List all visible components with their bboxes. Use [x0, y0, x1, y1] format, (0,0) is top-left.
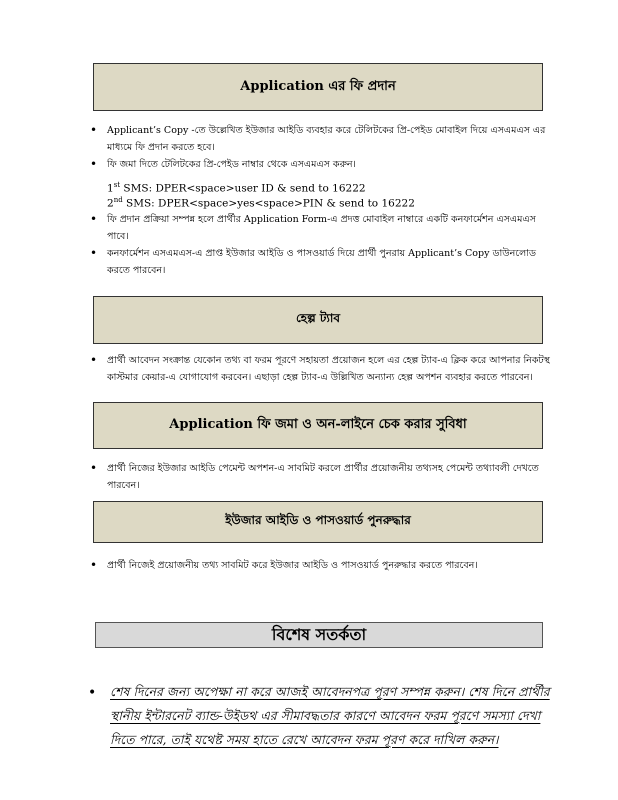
sms-step-2-number: 2 — [107, 197, 114, 210]
download-copy-text: কনফার্মেশন এসএমএস-এ প্রাপ্ত ইউজার আইডি ও পাসওয়ার্ড দিয়ে প্রার্থী পুনরায় Applicant’s Copy ডাউনলোড করতে পারবেন। — [107, 248, 536, 276]
section-heading-help-tab: হেল্প ট্যাব — [93, 296, 543, 344]
password-recovery-text: প্রার্থী নিজেই প্রয়োজনীয় তথ্য সাবমিট করে ইউজার আইডি ও পাসওয়ার্ড পুনরুদ্ধার করতে পারবেন। — [107, 560, 478, 571]
section-heading-special-warning: বিশেষ সতর্কতা — [95, 622, 543, 648]
bullet-marker: • — [90, 246, 98, 260]
bullet-marker: • — [90, 123, 98, 137]
sms-step-1-number: 1 — [107, 182, 114, 195]
sms-step-2-text: SMS: DPER<space>yes<space>PIN & send to 16222 — [122, 197, 415, 210]
sms-step-2-suffix: nd — [113, 196, 123, 204]
section-heading-application-fee: Application এর ফি প্রদান — [93, 63, 543, 111]
fee-instruction-text: Applicant’s Copy -তে উল্লেখিত ইউজার আইডি ব্যবহার করে টেলিটকের প্রি-পেইড মোবাইল দিয়ে এসএমএস এর মাধ্যমে ফি প্রদান করতে হবে। — [107, 125, 546, 153]
bullet-marker: • — [90, 353, 98, 367]
bullet-marker: • — [88, 685, 97, 701]
bullet-marker: • — [90, 558, 98, 572]
section-heading-fee-check: Application ফি জমা ও অন-লাইনে চেক করার সুবিধা — [93, 402, 543, 449]
payment-check-text: প্রার্থী নিজের ইউজার আইডি পেমেন্ট অপশন-এ সাবমিট করলে প্রার্থীর প্রয়োজনীয় তথ্যসহ পেমেন্ট তথ্যাবলী দেখতে পারবেন। — [107, 463, 539, 491]
sms-step-2 — [107, 193, 557, 212]
bullet-marker: • — [90, 212, 98, 226]
help-tab-text: প্রার্থী আবেদন সংক্রান্ত যেকোন তথ্য বা ফরম পূরণে সহায়তা প্রয়োজন হলে এর হেল্প ট্যাব-এ ক্লিক করে আপনার নিকটস্থ কাস্টমার কেয়ার-এ যোগাযোগ করবেন। এছাড়া হেল্প ট্যাব-এ উল্লিখিত অন্যান্য হেল্প অপশন ব্যবহার করতে পারবেন। — [107, 355, 550, 383]
sms-step-1-suffix: st — [113, 181, 121, 189]
bullet-marker: • — [90, 461, 98, 475]
sms-instruction-text: ফি জমা দিতে টেলিটকের প্রি-পেইড নাম্বার থেকে এসএমএস করুন। — [107, 159, 356, 170]
sms-step-1-text: SMS: DPER<space>user ID & send to 16222 — [120, 182, 366, 195]
bullet-marker: • — [90, 157, 98, 171]
section-heading-password-recovery: ইউজার আইডি ও পাসওয়ার্ড পুনরুদ্ধার — [93, 501, 543, 543]
warning-text: শেষ দিনের জন্য অপেক্ষা না করে আজই আবেদনপত্র পূরণ সম্পন্ন করুন। শেষ দিনে প্রার্থীর স্থানীয় ইন্টারনেট ব্যান্ড-উইডথ এর সীমাবদ্ধতার কারণে আবেদন ফরম পূরণে সমস্যা দেখা দিতে পারে, তাই যথেষ্ট সময় হাতে রেখে আবেদন ফরম পূরণ করে দাখিল করুন। — [110, 684, 550, 747]
confirmation-sms-text: ফি প্রদান প্রক্রিয়া সম্পন্ন হলে প্রার্থীর Application Form-এ প্রদত্ত মোবাইল নাম্বারে একটি কনফার্মেশন এসএমএস পাবে। — [107, 214, 536, 242]
